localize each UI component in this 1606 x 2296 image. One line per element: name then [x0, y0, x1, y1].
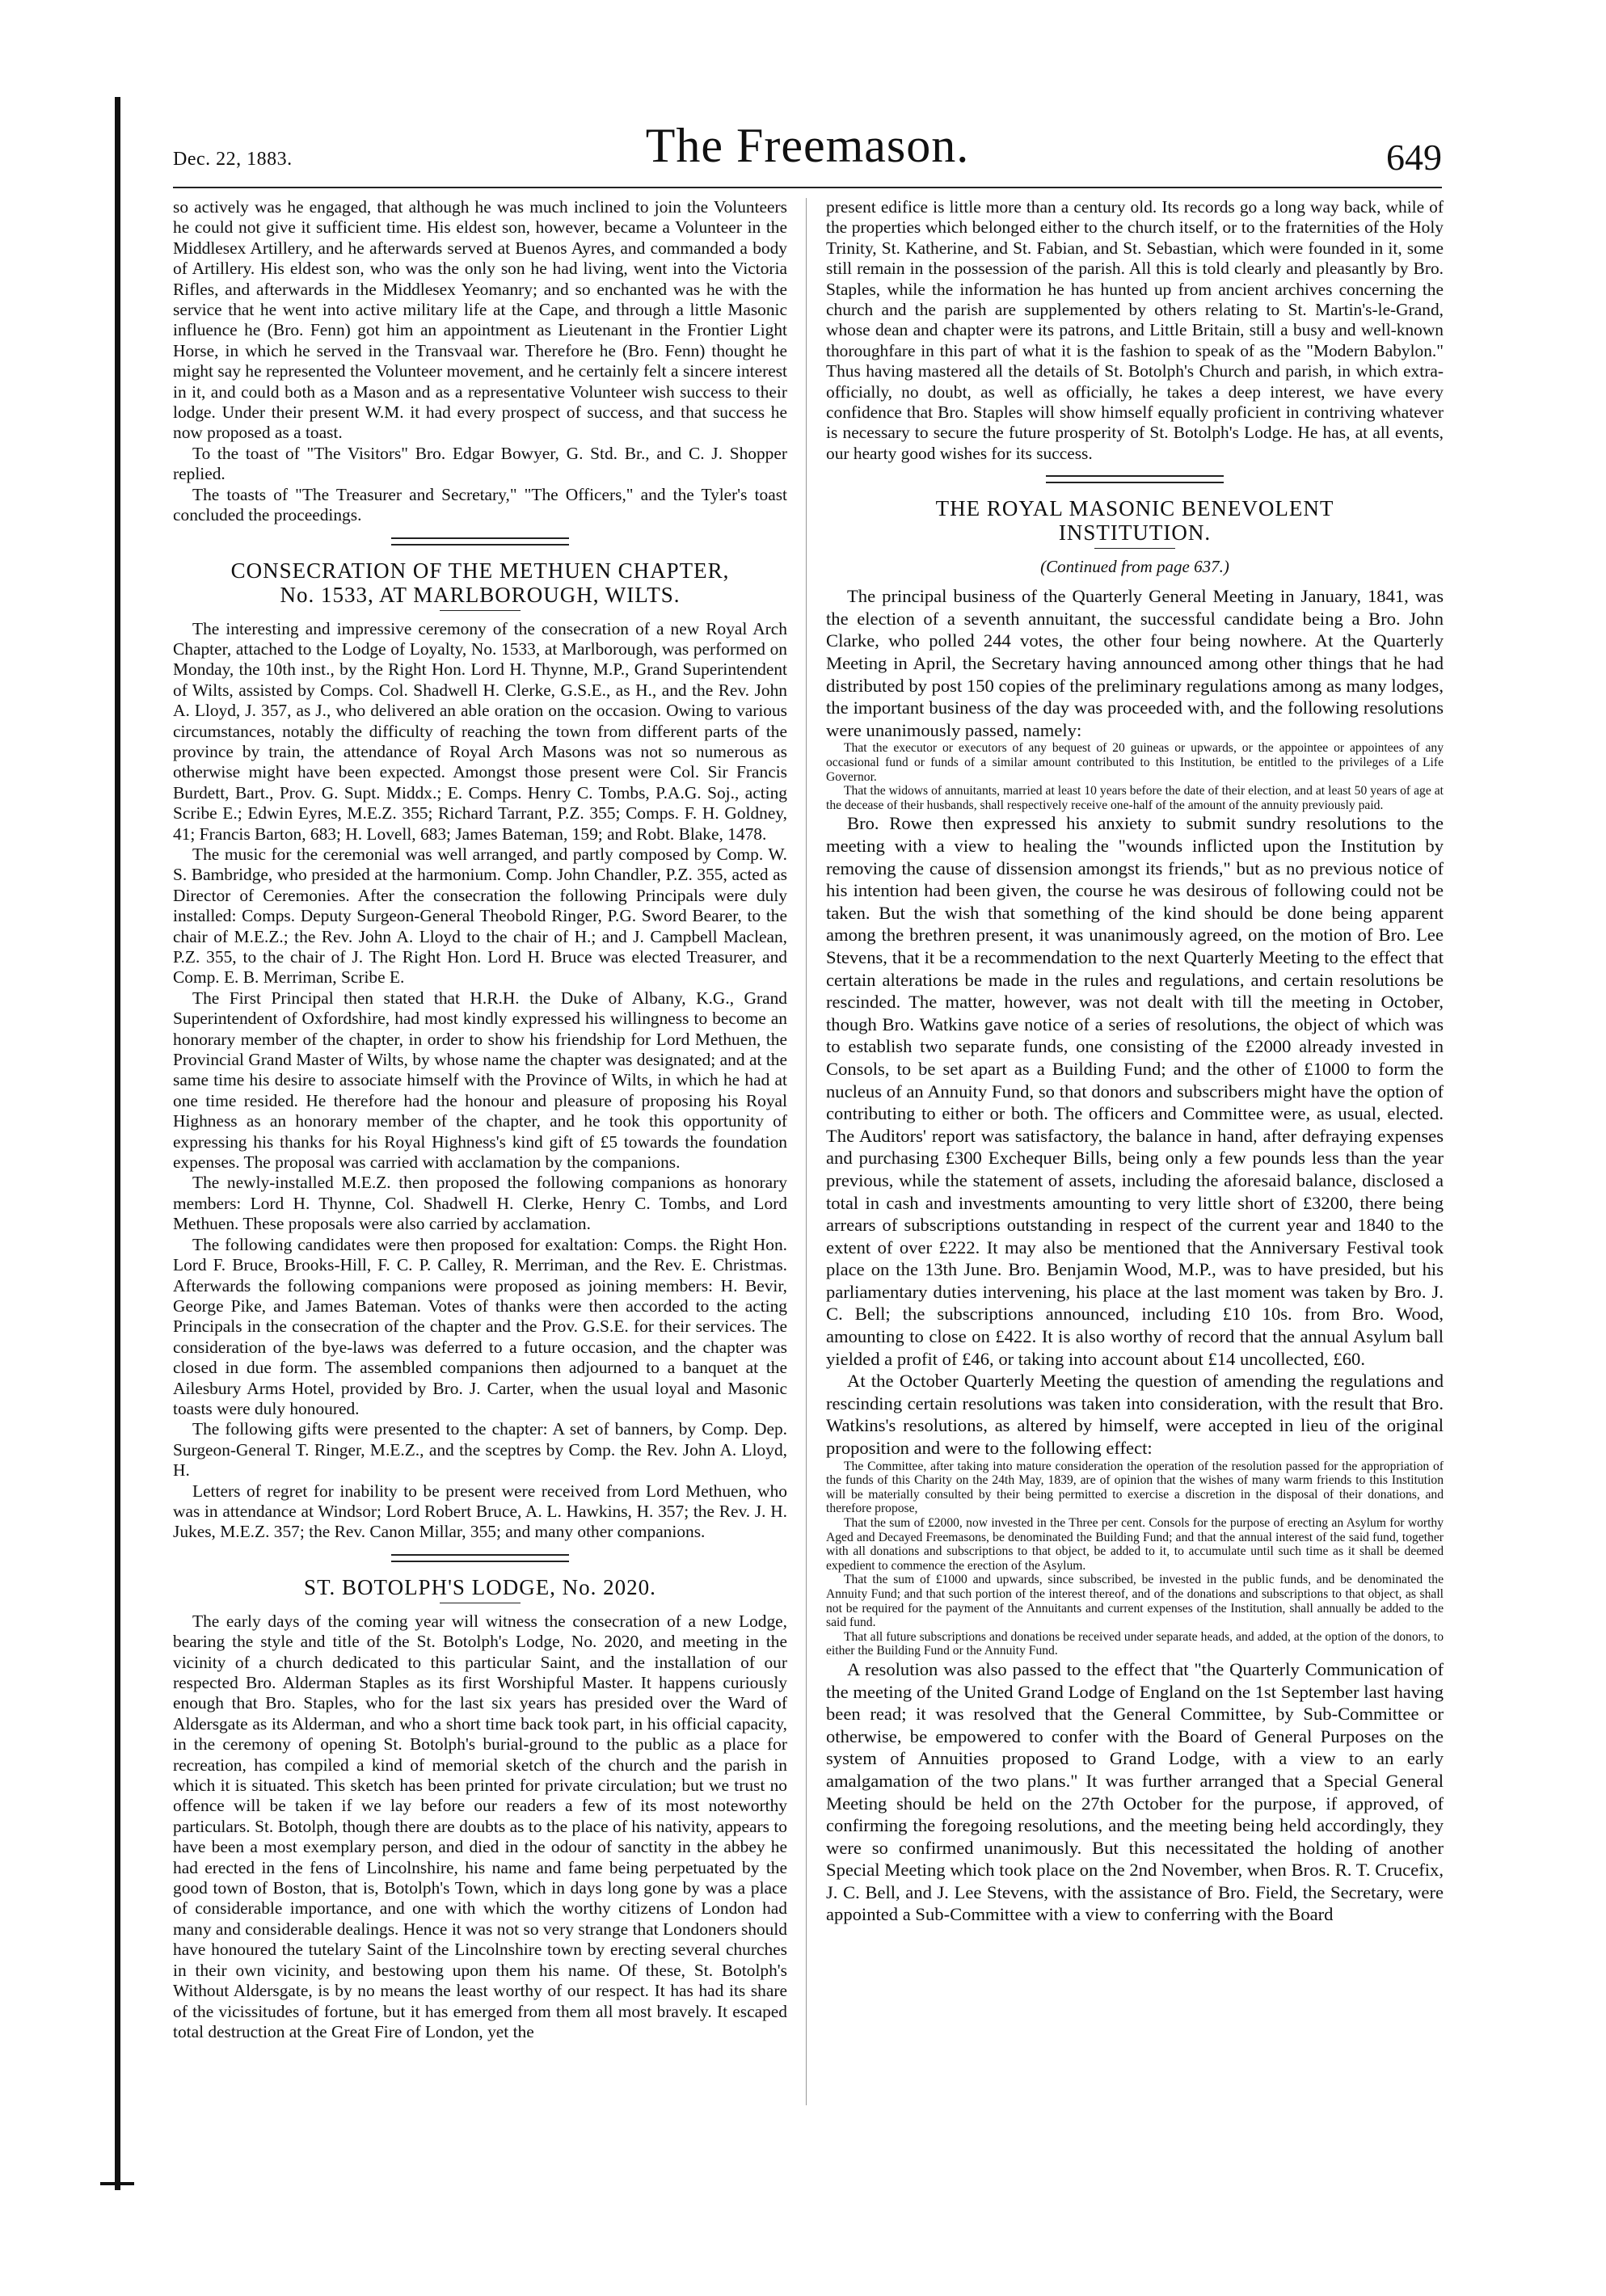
article-paragraph: The interesting and impressive ceremony of the consecration of a new Royal Arch Chapter, attached to the Lodge of Loyalty, No. 1533, at Marlborough, was performed on Monday, the 10th inst., by the Right Hon. Lord H. Thynne, M.P., Grand Superintendent of Wilts, assisted by Comps. Col. Shadwell H. Clerke, G.S.E., as H., and the Rev. John A. Lloyd, J. 357, as J., who delivered an able oration on the occasion. Owing to various circumstances, notably the difficulty of reaching the town from different parts of the province by train, the attendance of Royal Arch Masons was not so numerous as otherwise might have been expected. Amongst those present were Col. Sir Francis Burdett, Bart., Prov. G. Supt. Middx.; E. Comps. Henry C. Tombs, P.A.G. Soj., acting Scribe E.; Edwin Eyres, M.E.Z. 355; Richard Tarrant, P.Z. 355; Comps. F. H. Goldney, 41; Francis Barton, 683; H. Lovell, 683; James Bateman, 159; and Robt. Blake, 1478. — [173, 618, 787, 844]
column-divider — [806, 198, 807, 2105]
masthead — [173, 113, 1442, 183]
article-paragraph: A resolution was also passed to the effect that "the Quarterly Communication of the meeting of the United Grand Lodge of England on the 1st September last having been read; it was resolved that the General Committee, by Sub-Committee or otherwise, be empowered to confer with the Board of General Purposes on the system of Annuities proposed to Grand Lodge, with a view to an early amalgamation of the two plans." It was further arranged that a Special General Meeting should be held on the 27th October for the purpose, if approved, of confirming the foregoing resolutions, and the meeting being held accordingly, they were so confirmed unanimously. But this necessitated the holding of another Special Meeting which took place on the 2nd November, when Bros. R. T. Crucefix, J. C. Bell, and J. Lee Stevens, with the assistance of Bro. Field, the Secretary, were appointed a Sub-Committee with a view to conferring with the Board — [826, 1658, 1444, 1925]
heading-rule — [440, 610, 521, 611]
article-paragraph: The early days of the coming year will witness the consecration of a new Lodge, bearing the style and title of the St. Botolph's Lodge, No. 2020, and meeting in the vicinity of a church dedicated to this particular Saint, and the installation of our respected Bro. Alderman Staples as its first Worshipful Master. It happens curiously enough that Bro. Staples, who for the last six years has presided over the Ward of Aldersgate as its Alderman, and who a short time back took part, in his official capacity, in the ceremony of opening St. Botolph's burial-ground to the public as a place for recreation, has compiled a kind of memorial sketch of the church and the parish in which it is situated. This sketch has been printed for private circulation; but we trust no offence will be taken if we lay before our readers a few of its most noteworthy particulars. St. Botolph, though there are doubts as to the place of his nativity, appears to have been a most exemplary person, and died in the odour of sanctity in the abbey he had erected in the fens of Lincolnshire, his name and fame being perpetuated by the good town of Boston, that is, Botolph's Town, which in days long gone by was a place of considerable importance, and one with which the worthy citizens of London had many and considerable dealings. Hence it was not so very strange that Londoners should have honoured the tutelary Saint of the Lincolnshire town by erecting several churches in their own vicinity, and bestowing upon them his name. Of these, St. Botolph's Without Aldersgate, is by no means the least worthy of our respect. It has had its share of the vicissitudes of fortune, but it has emerged from them all most bravely. It escaped total destruction at the Great Fire of London, yet the — [173, 1611, 787, 2041]
resolution-text: That the executor or executors of any bequest of 20 guineas or upwards, or the appointee or appointees of any occasional fund or funds of a similar amount contributed to this Institution, be entitled to the privileges of a Life Governor. — [826, 741, 1444, 784]
continued-note: (Continued from page 637.) — [1040, 557, 1229, 577]
page-number: 649 — [1386, 137, 1442, 178]
article-paragraph: The following candidates were then proposed for exaltation: Comps. the Right Hon. Lord F. Bruce, Brooks-Hill, F. C. P. Calley, R. Merriman, and the Rev. E. Christmas. Afterwards the following companions were proposed as joining members: H. Bevir, George Pike, and James Bateman. Votes of thanks were then accorded to the acting Principals in the consecration of the chapter and the Prov. G.S.E. for their services. The consideration of the bye-laws was deferred to a future occasion, and the chapter was closed in due form. The assembled companions then adjourned to a banquet at the Ailesbury Arms Hotel, provided by Bro. J. Carter, when the usual loyal and Masonic toasts were duly honoured. — [173, 1234, 787, 1418]
masthead-rule — [173, 187, 1442, 188]
section-divider — [391, 537, 569, 546]
article-heading: ST. BOTOLPH'S LODGE, No. 2020. — [304, 1574, 656, 1599]
article-paragraph: The First Principal then stated that H.R.H. the Duke of Albany, K.G., Grand Superintendent of Oxfordshire, had most kindly expressed his willingness to become an honorary member of the chapter, in order to show his friendship for Lord Methuen, the Provincial Grand Master of Wilts, by whose name the chapter was designated; and at the same time his desire to associate himself with the Province of Wilts, in which he had at one time resided. He therefore had the honour and pleasure of proposing his Royal Highness as an honorary member of the chapter, and he took this opportunity of expressing his thanks for his Royal Highness's kind gift of £5 towards the foundation expenses. The proposal was carried with acclamation by the companions. — [173, 988, 787, 1173]
article-heading: INSTITUTION. — [1058, 520, 1212, 546]
margin-rule — [115, 97, 120, 2190]
heading-rule — [1094, 548, 1175, 549]
article-paragraph: At the October Quarterly Meeting the question of amending the regulations and rescinding certain resolutions was taken into consideration, with the result that Bro. Watkins's resolutions, as altered by himself, were accepted in lieu of the original proposition and were to the following effect: — [826, 1371, 1444, 1459]
article-paragraph: Bro. Rowe then expressed his anxiety to submit sundry resolutions to the meeting with a view to healing the "wounds inflicted upon the Institution by removing the cause of dissension amongst its friends," but as no previous notice of his intention had been given, the course he was desirous of following could not be taken. But the wish that something of the kind should be done being apparent among the brethren present, it was unanimously agreed, on the motion of Bro. Lee Stevens, that it be a recommendation to the next Quarterly Meeting to the effect that certain alterations be made in the rules and regulations, and certain resolutions be rescinded. The matter, however, was not dealt with till the meeting in October, though Bro. Watkins gave notice of a series of resolutions, the object of which was to establish two separate funds, one consisting of the £2000 already invested in Consols, to be set apart as a Building Fund; and the other of £1000 to form the nucleus of an Annuity Fund, so that donors and subscribers might have the option of contributing to either or both. The officers and Committee were, as usual, elected. The Auditors' report was satisfactory, the balance in hand, after defraying expenses and purchasing £300 Exchequer Bills, being only a few pounds less than the year previous, while the statement of assets, including the aforesaid balance, disclosed a total in cash and investments amounting to very little short of £3200, there being arrears of subscriptions outstanding in respect of the current year and 1840 to the extent of over £222. It may also be mentioned that the Anniversary Festival took place on the 13th June. Bro. Benjamin Wood, M.P., was to have presided, but his parliamentary duties intervening, his place at the last moment was taken by Bro. J. C. Bell; the subscriptions announced, including £10 10s. from Bro. Wood, amounting to close on £422. It is also worthy of record that the annual Asylum ball yielded a profit of £46, or taking into account about £14 uncollected, £60. — [826, 813, 1444, 1369]
section-divider — [391, 1554, 569, 1562]
article-heading: No. 1533, AT MARLBOROUGH, WILTS. — [280, 582, 681, 607]
article-paragraph: Letters of regret for inability to be present were received from Lord Methuen, who was in attendance at Windsor; Lord Robert Bruce, A. L. Hawkins, H. 357; the Rev. J. H. Jukes, M.E.Z. 357; the Rev. Canon Millar, 355; and many other companions. — [173, 1481, 787, 1542]
resolution-text: That the sum of £1000 and upwards, since subscribed, be invested in the public funds, and be denominated the Annuity Fund; and that such portion of the interest thereof, and of the donations and subscriptions to that object, as shall not be required for the payment of the Annuitants and current expenses of the Institution, shall annually be added to the said fund. — [826, 1573, 1444, 1630]
newspaper-title: The Freemason. — [645, 119, 970, 172]
article-paragraph: so actively was he engaged, that although he was much inclined to join the Volunteers he could not give it sufficient time. His eldest son, however, became a Volunteer in the Middlesex Artillery, and he afterwards served at Buenos Ayres, and commanded a body of Artillery. His eldest son, who was the only son he had living, went into the Victoria Rifles, and afterwards in the Middlesex Yeomanry; and so enchanted was he with the service that he went into active military life at the Cape, and through a little Masonic influence he (Bro. Fenn) got him an appointment as Lieutenant in the Frontier Light Horse, in which he served in the Transvaal war. Therefore he (Bro. Fenn) thought he might say he represented the Volunteer movement, and he certainly felt a sincere interest in it, and could both as a Mason and as a representative Volunteer wish success to their lodge. Under their present W.M. it had every prospect of success, and that success he now proposed as a toast. — [173, 197, 787, 443]
resolution-text: That all future subscriptions and donations be received under separate heads, and added, at the option of the donors, to either the Building Fund or the Annuity Fund. — [826, 1629, 1444, 1658]
article-paragraph: The following gifts were presented to the chapter: A set of banners, by Comp. Dep. Surgeon-General T. Ringer, M.E.Z., and the sceptres by Comp. the Rev. John A. Lloyd, H. — [173, 1419, 787, 1481]
left-column — [173, 197, 787, 2042]
margin-rule-foot — [100, 2182, 134, 2185]
article-paragraph: To the toast of "The Visitors" Bro. Edgar Bowyer, G. Std. Br., and C. J. Shopper replied. — [173, 443, 787, 484]
article-paragraph: The toasts of "The Treasurer and Secretary," "The Officers," and the Tyler's toast concluded the proceedings. — [173, 484, 787, 525]
article-paragraph: The music for the ceremonial was well arranged, and partly composed by Comp. W. S. Bambridge, who presided at the harmonium. Comp. John Chandler, P.Z. 355, acted as Director of Ceremonies. After the consecration the following Principals were duly installed: Comps. Deputy Surgeon-General Theobold Ringer, P.G. Sword Bearer, to the chair of M.E.Z.; the Rev. John A. Lloyd to the chair of H.; and J. Campbell Maclean, P.Z. 355, to the chair of J. The Right Hon. Lord H. Bruce was elected Treasurer, and Comp. E. B. Merriman, Scribe E. — [173, 844, 787, 988]
resolution-text: That the widows of annuitants, married at least 10 years before the date of their election, and at least 50 years of age at the decease of their husbands, shall respectively receive one-half of the amount of the annuity previously paid. — [826, 784, 1444, 812]
article-paragraph: The newly-installed M.E.Z. then proposed the following companions as honorary members: Lord H. Thynne, Col. Shadwell H. Clerke, Henry C. Tombs, and Lord Methuen. These proposals were also carried by acclamation. — [173, 1173, 787, 1234]
right-column — [826, 197, 1444, 1926]
article-heading: THE ROYAL MASONIC BENEVOLENT — [935, 496, 1334, 521]
issue-date: Dec. 22, 1883. — [173, 149, 293, 170]
article-paragraph: present edifice is little more than a century old. Its records go a long way back, while of the properties which belonged either to the church itself, or to the fraternities of the Holy Trinity, St. Katherine, and St. Fabian, and St. Sebastian, which were founded in it, some still remain in the possession of the parish. All this is told clearly and pleasantly by Bro. Staples, while the information he has hunted up from ancient archives concerning the church and the parish are supplemented by others relating to St. Martin's-le-Grand, whose dean and chapter were its patrons, and Little Britain, still a busy and well-known thoroughfare in this part of what it is the fashion to speak of as the "Modern Babylon." Thus having mastered all the details of St. Botolph's Church and parish, in which extra-officially, no doubt, as well as officially, he takes a deep interest, we have every confidence that Bro. Staples will show himself equally proficient in contriving whatever is necessary to secure the future prosperity of St. Botolph's Lodge. He has, at all events, our hearty good wishes for its success. — [826, 197, 1444, 463]
section-divider — [1046, 475, 1224, 483]
article-heading: CONSECRATION OF THE METHUEN CHAPTER, — [230, 558, 730, 583]
article-paragraph: The principal business of the Quarterly General Meeting in January, 1841, was the election of a seventh annuitant, the successful candidate being a Bro. John Clarke, who polled 244 votes, the other four being nowhere. At the Quarterly Meeting in April, the Secretary having announced among other things that he had distributed by post 150 copies of the preliminary regulations among as many lodges, the important business of the day was proceeded with, and the following resolutions were unanimously passed, namely: — [826, 586, 1444, 740]
resolution-text: That the sum of £2000, now invested in the Three per cent. Consols for the purpose of erecting an Asylum for worthy Aged and Decayed Freemasons, be denominated the Building Fund; and that the annual interest of the said fund, together with all donations and subscriptions to that object, be added to it, to accumulate until such time as it shall be deemed expedient to commence the erection of the Asylum. — [826, 1516, 1444, 1573]
resolution-text: The Committee, after taking into mature consideration the operation of the resolution passed for the appropriation of the funds of this Charity on the 24th May, 1839, are of opinion that the wishes of many warm friends to this Institution will be materially consulted by their being permitted to exercise a discretion in the disposal of their donations, and therefore propose, — [826, 1459, 1444, 1516]
